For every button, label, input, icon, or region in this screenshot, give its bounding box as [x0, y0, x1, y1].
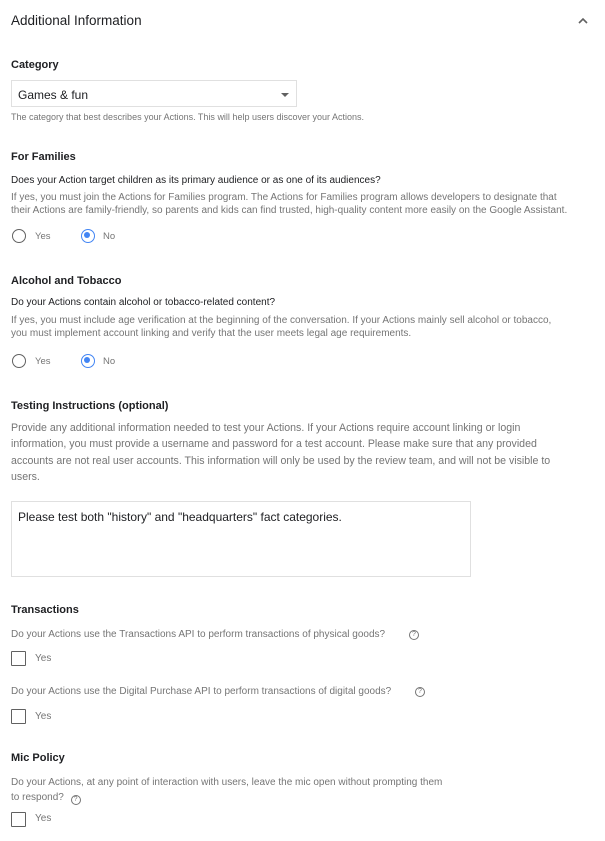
- desc-line: their Actions are family-friendly, so parents and kids can find trusted, high-quality content more easily on the Google Assistant.: [11, 204, 568, 216]
- question-line: [11, 791, 442, 806]
- alcohol-desc: [11, 315, 601, 340]
- transactions-label: Transactions: [11, 604, 79, 616]
- desc-line: If yes, you must include age verification at the beginning of the conversation. If your Actions mainly sell alcohol or tobacco,: [11, 315, 552, 326]
- mic-yes-label: Yes: [35, 813, 52, 824]
- alcohol-question: Do your Actions contain alcohol or tobacco-related content?: [11, 297, 276, 308]
- desc-line: users.: [11, 470, 40, 483]
- families-yes-radio[interactable]: [12, 229, 26, 243]
- transactions-digital-checkbox[interactable]: [11, 709, 26, 724]
- category-label: Category: [11, 59, 59, 71]
- dropdown-arrow-icon: [281, 93, 289, 97]
- help-icon[interactable]: ?: [415, 687, 425, 697]
- testing-instructions-value: Please test both "history" and "headquarters" fact categories.: [18, 510, 342, 524]
- desc-line: accounts are not real user accounts. This information will only be used by the review team, and will not be visible to: [11, 454, 551, 467]
- alcohol-yes-radio[interactable]: [12, 354, 26, 368]
- mic-label: Mic Policy: [11, 752, 65, 764]
- alcohol-yes-label: Yes: [35, 356, 51, 367]
- families-no-label: No: [103, 231, 116, 242]
- transactions-q2: Do your Actions use the Digital Purchase API to perform transactions of digital goods?: [11, 686, 392, 697]
- chevron-up-icon[interactable]: [576, 14, 590, 28]
- transactions-q1: Do your Actions use the Transactions API to perform transactions of physical goods?: [11, 629, 386, 640]
- testing-label: Testing Instructions (optional): [11, 400, 169, 412]
- families-no-radio[interactable]: [81, 229, 95, 243]
- mic-question: [11, 776, 442, 805]
- help-icon[interactable]: ?: [71, 795, 81, 805]
- category-value: Games & fun: [18, 88, 89, 102]
- transactions-physical-checkbox[interactable]: [11, 651, 26, 666]
- desc-line: Provide any additional information needed to test your Actions. If your Actions require account linking or login: [11, 422, 521, 434]
- alcohol-no-label: No: [103, 356, 116, 367]
- families-question: Does your Action target children as its primary audience or as one of its audiences?: [11, 175, 381, 186]
- desc-line: If yes, you must join the Actions for Families program. The Actions for Families program allows developers to designate that: [11, 192, 557, 203]
- mic-checkbox[interactable]: [11, 812, 26, 827]
- testing-instructions-textarea[interactable]: [11, 501, 471, 577]
- alcohol-label: Alcohol and Tobacco: [11, 275, 122, 287]
- transactions-digital-label: Yes: [35, 711, 52, 722]
- question-line: Do your Actions, at any point of interaction with users, leave the mic open without prompting them: [11, 777, 443, 788]
- category-hint: The category that best describes your Actions. This will help users discover your Actions.: [11, 112, 364, 122]
- families-label: For Families: [11, 151, 76, 163]
- section-title: Additional Information: [11, 13, 142, 28]
- transactions-physical-label: Yes: [35, 653, 52, 664]
- testing-desc: [11, 420, 596, 485]
- question-text: to respond?: [11, 791, 64, 803]
- category-select[interactable]: [11, 80, 297, 107]
- families-desc: [11, 192, 601, 217]
- families-yes-label: Yes: [35, 231, 51, 242]
- desc-line: information, you must provide a username and password for a test account. Please make sure that any provided: [11, 438, 537, 451]
- help-icon[interactable]: ?: [409, 630, 419, 640]
- desc-line: you must implement account linking and verify that the user meets legal age requirements.: [11, 327, 412, 339]
- alcohol-no-radio[interactable]: [81, 354, 95, 368]
